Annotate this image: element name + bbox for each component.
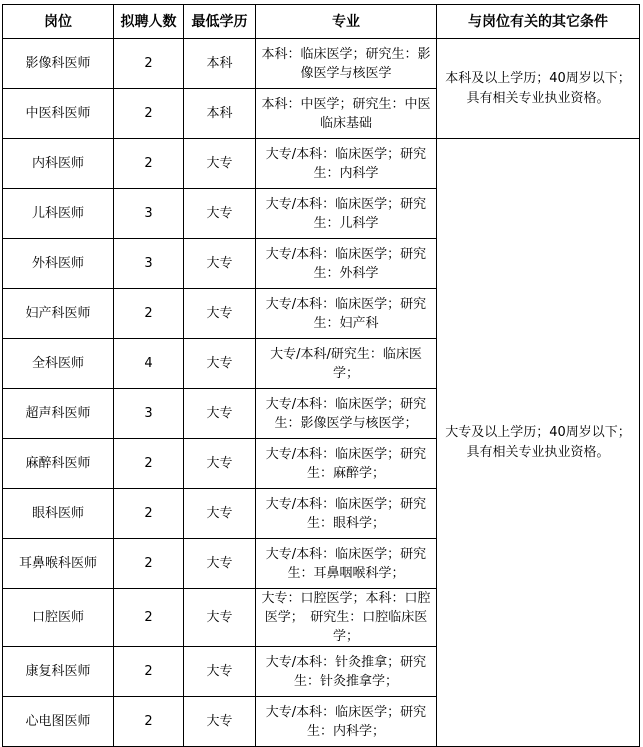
position-cell: 全科医师 bbox=[3, 339, 114, 389]
position-cell: 麻醉科医师 bbox=[3, 439, 114, 489]
count-cell: 2 bbox=[114, 589, 184, 647]
education-cell: 大专 bbox=[184, 239, 256, 289]
major-cell: 本科：临床医学；研究生：影像医学与核医学 bbox=[256, 39, 437, 89]
education-cell: 大专 bbox=[184, 389, 256, 439]
count-cell: 2 bbox=[114, 289, 184, 339]
count-cell: 2 bbox=[114, 89, 184, 139]
education-cell: 大专 bbox=[184, 439, 256, 489]
table-row bbox=[3, 39, 640, 89]
table-row bbox=[3, 139, 640, 189]
count-cell: 2 bbox=[114, 489, 184, 539]
position-cell: 眼科医师 bbox=[3, 489, 114, 539]
major-cell: 大专/本科：临床医学；研究生：眼科学； bbox=[256, 489, 437, 539]
position-cell: 口腔医师 bbox=[3, 589, 114, 647]
count-cell: 2 bbox=[114, 39, 184, 89]
education-cell: 大专 bbox=[184, 589, 256, 647]
major-cell: 大专/本科：临床医学；研究生：麻醉学； bbox=[256, 439, 437, 489]
count-cell: 2 bbox=[114, 539, 184, 589]
education-cell: 大专 bbox=[184, 139, 256, 189]
major-cell: 大专/本科：临床医学；研究生：内科学； bbox=[256, 697, 437, 747]
header-position: 岗位 bbox=[3, 5, 114, 39]
major-cell: 大专/本科：临床医学；研究生：影像医学与核医学； bbox=[256, 389, 437, 439]
count-cell: 2 bbox=[114, 647, 184, 697]
major-cell: 大专/本科：临床医学；研究生：外科学 bbox=[256, 239, 437, 289]
position-cell: 耳鼻喉科医师 bbox=[3, 539, 114, 589]
major-cell: 大专：口腔医学；本科：口腔医学； 研究生：口腔临床医学； bbox=[256, 589, 437, 647]
position-cell: 中医科医师 bbox=[3, 89, 114, 139]
position-cell: 妇产科医师 bbox=[3, 289, 114, 339]
education-cell: 大专 bbox=[184, 697, 256, 747]
count-cell: 3 bbox=[114, 389, 184, 439]
recruitment-table bbox=[2, 4, 640, 747]
position-cell: 康复科医师 bbox=[3, 647, 114, 697]
major-cell: 大专/本科：临床医学；研究生：儿科学 bbox=[256, 189, 437, 239]
education-cell: 本科 bbox=[184, 89, 256, 139]
position-cell: 内科医师 bbox=[3, 139, 114, 189]
major-cell: 大专/本科：临床医学；研究生：耳鼻咽喉科学； bbox=[256, 539, 437, 589]
count-cell: 3 bbox=[114, 239, 184, 289]
position-cell: 超声科医师 bbox=[3, 389, 114, 439]
position-cell: 儿科医师 bbox=[3, 189, 114, 239]
table-header-row bbox=[3, 5, 640, 39]
education-cell: 本科 bbox=[184, 39, 256, 89]
major-cell: 本科：中医学；研究生：中医临床基础 bbox=[256, 89, 437, 139]
header-major: 专业 bbox=[256, 5, 437, 39]
header-education: 最低学历 bbox=[184, 5, 256, 39]
conditions-cell-undergrad: 本科及以上学历；40周岁以下；具有相关专业执业资格。 bbox=[437, 39, 640, 139]
major-cell: 大专/本科：临床医学；研究生：妇产科 bbox=[256, 289, 437, 339]
count-cell: 4 bbox=[114, 339, 184, 389]
position-cell: 影像科医师 bbox=[3, 39, 114, 89]
conditions-cell-college: 大专及以上学历；40周岁以下；具有相关专业执业资格。 bbox=[437, 139, 640, 747]
count-cell: 2 bbox=[114, 139, 184, 189]
count-cell: 2 bbox=[114, 439, 184, 489]
position-cell: 外科医师 bbox=[3, 239, 114, 289]
education-cell: 大专 bbox=[184, 189, 256, 239]
position-cell: 心电图医师 bbox=[3, 697, 114, 747]
education-cell: 大专 bbox=[184, 339, 256, 389]
major-cell: 大专/本科：临床医学；研究生：内科学 bbox=[256, 139, 437, 189]
count-cell: 2 bbox=[114, 697, 184, 747]
count-cell: 3 bbox=[114, 189, 184, 239]
major-cell: 大专/本科/研究生：临床医学； bbox=[256, 339, 437, 389]
header-count: 拟聘人数 bbox=[114, 5, 184, 39]
education-cell: 大专 bbox=[184, 647, 256, 697]
education-cell: 大专 bbox=[184, 489, 256, 539]
education-cell: 大专 bbox=[184, 539, 256, 589]
header-conditions: 与岗位有关的其它条件 bbox=[437, 5, 640, 39]
education-cell: 大专 bbox=[184, 289, 256, 339]
major-cell: 大专/本科：针灸推拿；研究生：针灸推拿学； bbox=[256, 647, 437, 697]
